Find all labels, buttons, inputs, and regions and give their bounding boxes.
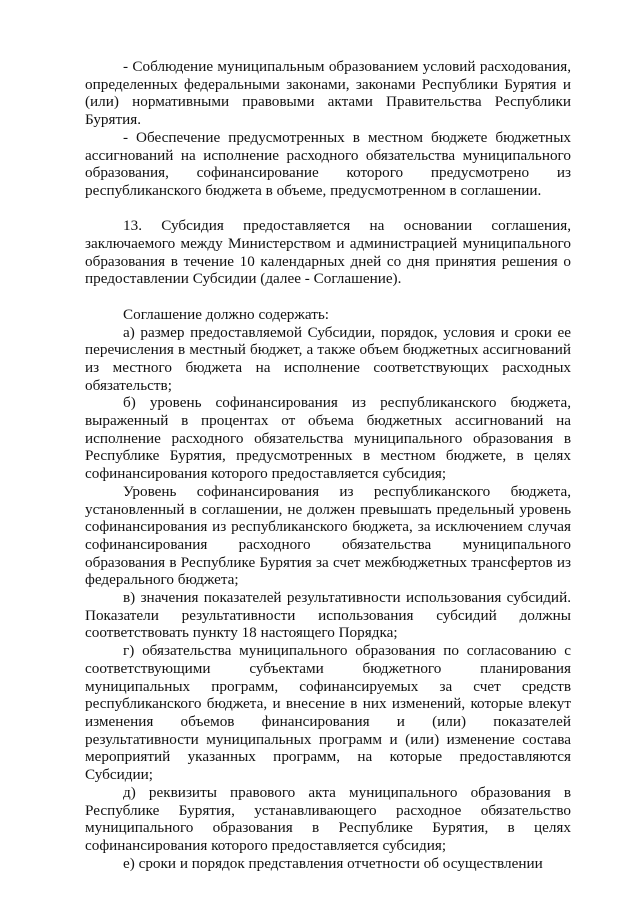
paragraph-3: 13. Субсидия предоставляется на основании соглашения, заключаемого между Министерством и администрацией муниципального образования в течение 10 календарных дней со дня принятия решения о предоставлении Субсидии (далее - Соглашение). bbox=[85, 217, 571, 288]
paragraph-6: б) уровень софинансирования из республиканского бюджета, выраженный в процентах от объема бюджетных ассигнований на исполнение расходного обязательства муниципального образования в Республике Бурятия, предусмотренных в местном бюджете, в целях софинансирования которого предоставляется субсидия; bbox=[85, 394, 571, 483]
paragraph-5: а) размер предоставляемой Субсидии, порядок, условия и сроки ее перечисления в местный бюджет, а также объем бюджетных ассигнований из местного бюджета на исполнение соответствующих расходных обязательств; bbox=[85, 323, 571, 394]
paragraph-9: г) обязательства муниципального образования по согласованию с соответствующими субъектами бюджетного планирования муниципальных программ, софинансируемых за счет средств республиканского бюджета, и внесение в них изменений, которые влекут изменения объемов финансирования и (или) показателей результативности муниципальных программ и (или) изменение состава мероприятий указанных программ, на которые предоставляются Субсидии; bbox=[85, 642, 571, 784]
paragraph-11: е) сроки и порядок представления отчетности об осуществлении bbox=[123, 854, 543, 872]
paragraph-4: Соглашение должно содержать: bbox=[123, 305, 330, 323]
paragraph-8: в) значения показателей результативности использования субсидий. Показатели результативности использования субсидий должны соответствовать пункту 18 настоящего Порядка; bbox=[85, 589, 571, 642]
paragraph-2: - Обеспечение предусмотренных в местном бюджете бюджетных ассигнований на исполнение расходного обязательства муниципального образования, софинансирование которого предусмотрено из республиканского бюджета в объеме, предусмотренном в соглашении. bbox=[85, 128, 571, 199]
paragraph-1: - Соблюдение муниципальным образованием условий расходования, определенных федеральными законами, законами Республики Бурятия и (или) нормативными правовыми актами Правительства Республики Бурятия. bbox=[85, 58, 571, 129]
document-page bbox=[85, 58, 571, 872]
paragraph-10: д) реквизиты правового акта муниципального образования в Республике Бурятия, устанавливающего расходное обязательство муниципального образования в Республике Бурятия, в целях софинансирования которого предоставляется субсидия; bbox=[85, 783, 571, 854]
paragraph-7: Уровень софинансирования из республиканского бюджета, установленный в соглашении, не должен превышать предельный уровень софинансирования из республиканского бюджета, за исключением случая софинансирования расходного обязательства муниципального образования в Республике Бурятия за счет межбюджетных трансфертов из федерального бюджета; bbox=[85, 482, 571, 589]
